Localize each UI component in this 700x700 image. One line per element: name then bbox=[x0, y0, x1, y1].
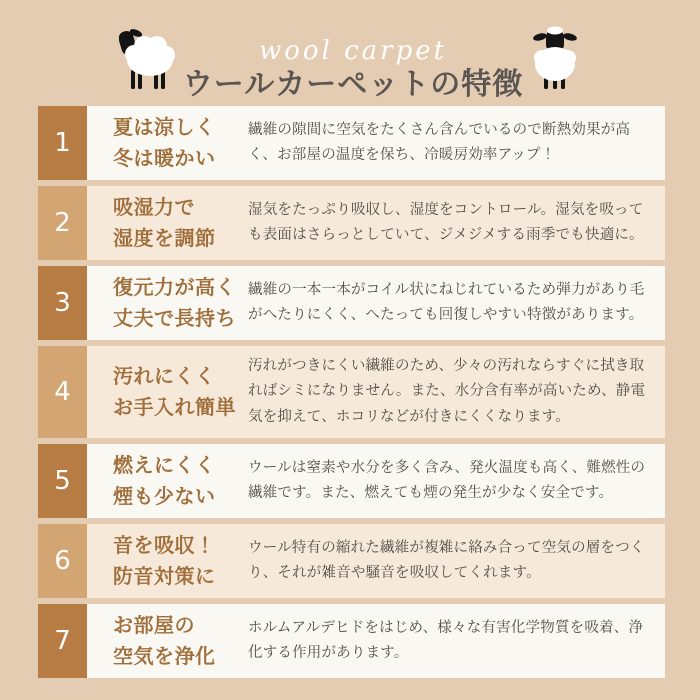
feature-row bbox=[38, 186, 665, 260]
feature-title-line2: 冬は暖かい bbox=[113, 146, 216, 170]
feature-number: 1 bbox=[54, 128, 71, 158]
feature-title-line1: お部屋の bbox=[113, 613, 195, 638]
feature-title-line1: 吸湿力で bbox=[113, 195, 195, 219]
feature-row bbox=[38, 346, 665, 438]
feature-title-line2: 煙も少ない bbox=[113, 484, 216, 509]
feature-title bbox=[87, 266, 248, 340]
feature-description: 繊維の一本一本がコイル状にねじれているため弾力があり毛がへたりにくく、へたっても回復しやすい特徴があります。 bbox=[248, 281, 645, 323]
feature-row bbox=[38, 444, 665, 518]
page-title: ウールカーペットの特徴 bbox=[182, 67, 524, 102]
feature-number-badge bbox=[38, 524, 87, 598]
header bbox=[0, 0, 700, 100]
feature-title-line1: 音を吸収！ bbox=[113, 533, 216, 558]
feature-row bbox=[38, 604, 665, 678]
feature-title-line1: 汚れにくく bbox=[113, 364, 216, 389]
feature-title-line2: 防音対策に bbox=[113, 564, 216, 589]
feature-title-line2: 丈夫で長持ち bbox=[113, 306, 236, 330]
feature-number-badge bbox=[38, 266, 87, 340]
feature-number: 4 bbox=[54, 377, 71, 408]
feature-number-badge bbox=[38, 186, 87, 260]
feature-row bbox=[38, 266, 665, 340]
feature-title bbox=[87, 444, 248, 518]
feature-title bbox=[87, 524, 248, 598]
script-subtitle: wool carpet bbox=[258, 36, 448, 66]
feature-number-badge bbox=[38, 604, 87, 678]
feature-number-badge bbox=[38, 106, 87, 180]
feature-number: 3 bbox=[54, 288, 71, 318]
feature-number: 2 bbox=[54, 208, 71, 238]
feature-description: ウール特有の縮れた繊維が複雑に絡み合って空気の層をつくり、それが雑音や騒音を吸収してくれます。 bbox=[248, 539, 645, 582]
feature-number-badge bbox=[38, 346, 87, 438]
feature-description: 繊維の隙間に空気をたくさん含んでいるので断熱効果が高く、お部屋の温度を保ち、冷暖房効率アップ！ bbox=[248, 121, 631, 163]
feature-title bbox=[87, 604, 248, 678]
header-titles bbox=[183, 38, 523, 100]
feature-number-badge bbox=[38, 444, 87, 518]
feature-list bbox=[38, 106, 665, 678]
feature-number: 6 bbox=[54, 546, 71, 577]
feature-number: 5 bbox=[54, 466, 71, 497]
feature-row bbox=[38, 524, 665, 598]
feature-title-line1: 夏は涼しく bbox=[113, 115, 216, 139]
feature-description: 湿気をたっぷり吸収し、湿度をコントロール。湿気を吸っても表面はさらっとしていて、ジメジメする雨季でも快適に。 bbox=[248, 201, 644, 243]
feature-title-line2: お手入れ簡単 bbox=[113, 395, 236, 420]
feature-title bbox=[87, 106, 248, 180]
feature-title-line2: 空気を浄化 bbox=[113, 644, 216, 669]
feature-title bbox=[87, 186, 248, 260]
feature-description: 汚れがつきにくい繊維のため、少々の汚れならすぐに拭き取ればシミになりません。また、水分含有率が高いため、静電気を抑えて、ホコリなどが付きにくくなります。 bbox=[248, 358, 646, 425]
feature-row bbox=[38, 106, 665, 180]
feature-description: ウールは窒素や水分を多く含み、発火温度も高く、難燃性の繊維です。また、燃えても煙の発生が少なく安全です。 bbox=[248, 459, 646, 502]
sheep-side-view-icon bbox=[119, 26, 177, 98]
feature-title bbox=[87, 346, 248, 438]
feature-title-line1: 復元力が高く bbox=[113, 275, 236, 299]
feature-number: 7 bbox=[54, 626, 71, 657]
feature-description: ホルムアルデヒドをはじめ、様々な有害化学物質を吸着、浄化する作用があります。 bbox=[248, 619, 644, 662]
sheep-front-view-icon bbox=[529, 26, 581, 98]
feature-title-line2: 湿度を調節 bbox=[113, 226, 216, 250]
feature-title-line1: 燃えにくく bbox=[113, 453, 216, 478]
